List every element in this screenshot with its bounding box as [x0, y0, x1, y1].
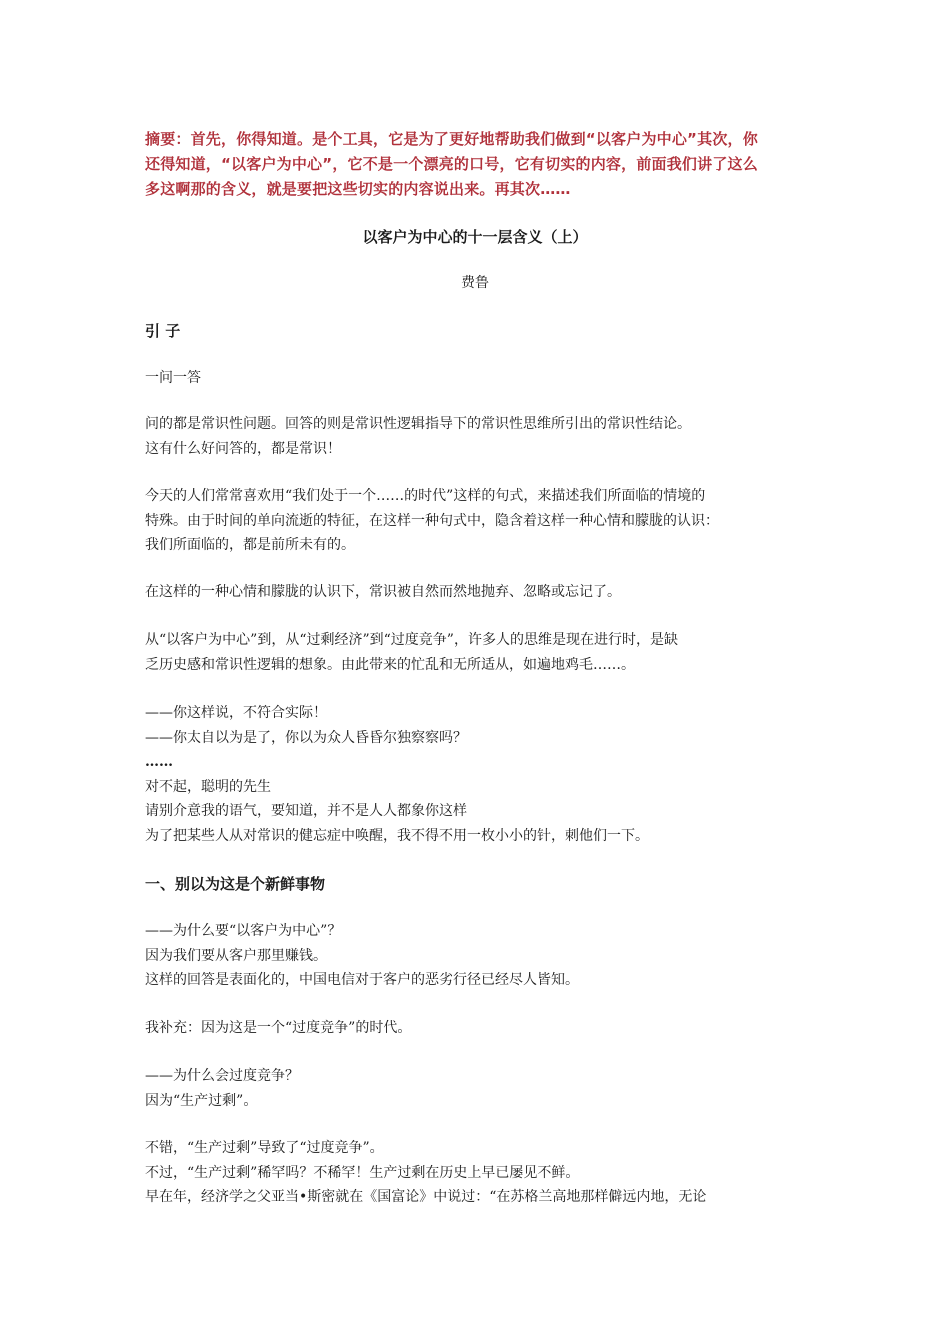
- paragraph-line: 对不起，聪明的先生: [145, 778, 271, 795]
- paragraph-line: 因为我们要从客户那里赚钱。: [145, 947, 327, 964]
- paragraph-line: 今天的人们常常喜欢用“我们处于一个……的时代”这样的句式，来描述我们所面临的情境的: [145, 488, 706, 504]
- paragraph: [145, 484, 805, 558]
- paragraph: [145, 1016, 805, 1041]
- abstract-line: 还得知道，“以客户为中心”，它不是一个漂亮的口号，它有切实的内容，前面我们讲了这么: [145, 155, 758, 173]
- paragraph-line: 从“以客户为中心”到，从“过剩经济”到“过度竞争”，许多人的思维是现在进行时，是缺: [145, 632, 678, 648]
- article-author: 费鲁: [461, 275, 489, 291]
- paragraph-line: 为了把某些人从对常识的健忘症中唤醒，我不得不用一枚小小的针，刺他们一下。: [145, 827, 649, 844]
- paragraph: [145, 628, 805, 677]
- abstract: [145, 127, 805, 202]
- paragraph-line: 请别介意我的语气，要知道，并不是人人都象你这样: [145, 803, 467, 819]
- paragraph-line: 问的都是常识性问题。回答的则是常识性逻辑指导下的常识性思维所引出的常识性结论。: [145, 416, 691, 432]
- article-title: 以客户为中心的十一层含义（上）: [362, 228, 588, 246]
- paragraph-line: 不错，“生产过剩”导致了“过度竞争”。: [145, 1140, 384, 1156]
- paragraph: [145, 701, 805, 848]
- paragraph-line: 因为“生产过剩”。: [145, 1092, 258, 1109]
- paragraph-line: 在这样的一种心情和朦胧的认识下，常识被自然而然地抛弃、忽略或忘记了。: [145, 584, 621, 600]
- paragraph-line: 这有什么好问答的，都是常识！: [145, 440, 341, 457]
- paragraph-line: 特殊。由于时间的单向流逝的特征，在这样一种句式中，隐含着这样一种心情和朦胧的认识：: [145, 512, 719, 529]
- section-heading: 一、别以为这是个新鲜事物: [145, 875, 326, 893]
- paragraph-line: ……: [145, 754, 173, 770]
- paragraph-line: 我补充：因为这是一个“过度竞争”的时代。: [145, 1020, 412, 1036]
- abstract-line: 摘要：首先，你得知道。是个工具，它是为了更好地帮助我们做到“以客户为中心”其次，你: [145, 130, 758, 148]
- paragraph-line: ——为什么要“以客户为中心”？: [145, 923, 342, 939]
- paragraph: [145, 1064, 805, 1113]
- paragraph-line: 这样的回答是表面化的，中国电信对于客户的恶劣行径已经尽人皆知。: [145, 972, 579, 988]
- paragraph: [145, 580, 805, 605]
- paragraph-line: ——你这样说，不符合实际！: [145, 705, 327, 721]
- paragraph-line: 乏历史感和常识性逻辑的想象。由此带来的忙乱和无所适从，如遍地鸡毛……。: [145, 656, 635, 673]
- paragraph: [145, 366, 805, 391]
- paragraph-line: 一问一答: [145, 370, 201, 386]
- paragraph-line: ——你太自以为是了，你以为众人昏昏尔独察察吗？: [145, 729, 467, 746]
- paragraph-line: 早在年，经济学之父亚当•斯密就在《国富论》中说过：“在苏格兰高地那样僻远内地，无论: [145, 1189, 707, 1205]
- paragraph-line: 我们所面临的，都是前所未有的。: [145, 537, 355, 553]
- paragraph: [145, 412, 805, 461]
- paragraph-line: 不过，“生产过剩”稀罕吗？不稀罕！生产过剩在历史上早已屡见不鲜。: [145, 1164, 580, 1181]
- abstract-line: 多这啊那的含义，就是要把这些切实的内容说出来。再其次……: [145, 180, 571, 198]
- paragraph-line: ——为什么会过度竞争？: [145, 1068, 299, 1084]
- paragraph: [145, 919, 805, 993]
- intro-heading: 引 子: [145, 322, 181, 340]
- paragraph: [145, 1136, 805, 1210]
